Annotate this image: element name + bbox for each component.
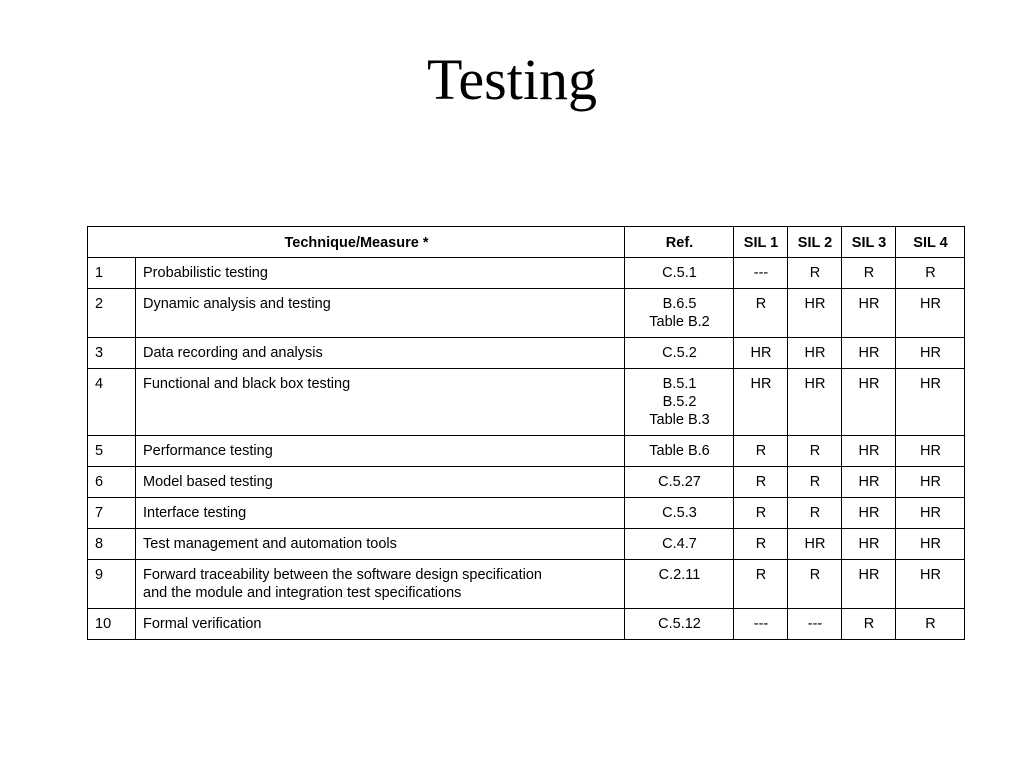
row-number: 7 <box>88 498 136 529</box>
sil2-cell: HR <box>788 529 842 560</box>
sil3-cell: HR <box>842 560 896 609</box>
row-number: 10 <box>88 609 136 640</box>
technique-cell <box>136 609 625 640</box>
sil1-cell: HR <box>734 338 788 369</box>
sil1-cell: R <box>734 289 788 338</box>
table-row <box>88 258 965 289</box>
sil1-cell: --- <box>734 258 788 289</box>
technique-cell <box>136 436 625 467</box>
ref-cell <box>625 289 734 338</box>
sil2-cell: --- <box>788 609 842 640</box>
sil2-cell: R <box>788 498 842 529</box>
technique-cell <box>136 467 625 498</box>
sil2-cell: R <box>788 258 842 289</box>
ref-cell <box>625 258 734 289</box>
header-sil1: SIL 1 <box>734 227 788 258</box>
technique-text: Dynamic analysis and testing <box>143 296 331 312</box>
row-number: 4 <box>88 369 136 436</box>
row-number: 3 <box>88 338 136 369</box>
ref-text: Table B.6 <box>649 443 710 459</box>
sil4-cell: R <box>896 258 965 289</box>
ref-text: C.5.2 <box>662 345 697 361</box>
technique-text: and the module and integration test specifications <box>143 585 462 601</box>
table-row <box>88 338 965 369</box>
technique-text: Probabilistic testing <box>143 265 268 281</box>
row-number: 8 <box>88 529 136 560</box>
sil2-cell: HR <box>788 289 842 338</box>
sil3-cell: HR <box>842 436 896 467</box>
row-number: 1 <box>88 258 136 289</box>
technique-cell <box>136 498 625 529</box>
technique-text: Functional and black box testing <box>143 376 351 392</box>
table-header-row <box>88 227 965 258</box>
ref-text: B.6.5 <box>662 296 697 312</box>
sil4-cell: HR <box>896 467 965 498</box>
sil3-cell: R <box>842 258 896 289</box>
sil1-cell: HR <box>734 369 788 436</box>
sil1-cell: R <box>734 467 788 498</box>
sil2-cell: R <box>788 436 842 467</box>
row-number: 2 <box>88 289 136 338</box>
sil4-cell: HR <box>896 560 965 609</box>
technique-cell <box>136 560 625 609</box>
sil2-cell: R <box>788 560 842 609</box>
ref-cell <box>625 338 734 369</box>
ref-text: B.5.1 <box>662 376 697 392</box>
row-number: 5 <box>88 436 136 467</box>
row-number: 6 <box>88 467 136 498</box>
sil2-cell: HR <box>788 369 842 436</box>
table-row <box>88 467 965 498</box>
sil4-cell: HR <box>896 529 965 560</box>
technique-text: Interface testing <box>143 505 247 521</box>
technique-cell <box>136 258 625 289</box>
sil1-cell: R <box>734 498 788 529</box>
technique-cell <box>136 369 625 436</box>
table-row <box>88 498 965 529</box>
header-sil2: SIL 2 <box>788 227 842 258</box>
sil3-cell: HR <box>842 369 896 436</box>
ref-cell <box>625 609 734 640</box>
sil1-cell: R <box>734 529 788 560</box>
table-row <box>88 369 965 436</box>
technique-cell <box>136 529 625 560</box>
technique-text: Model based testing <box>143 474 273 490</box>
table-row <box>88 609 965 640</box>
sil4-cell: HR <box>896 498 965 529</box>
table-row <box>88 560 965 609</box>
sil3-cell: HR <box>842 498 896 529</box>
ref-text: C.5.1 <box>662 265 697 281</box>
technique-measure-table <box>87 226 965 640</box>
sil1-cell: --- <box>734 609 788 640</box>
ref-text: C.5.12 <box>658 616 701 632</box>
header-sil3: SIL 3 <box>842 227 896 258</box>
sil3-cell: HR <box>842 467 896 498</box>
ref-text: B.5.2 <box>662 394 697 410</box>
ref-cell <box>625 560 734 609</box>
technique-text: Formal verification <box>143 616 262 632</box>
sil3-cell: R <box>842 609 896 640</box>
sil2-cell: HR <box>788 338 842 369</box>
header-sil4: SIL 4 <box>896 227 965 258</box>
sil3-cell: HR <box>842 289 896 338</box>
technique-text: Data recording and analysis <box>143 345 323 361</box>
header-ref: Ref. <box>625 227 734 258</box>
ref-text: Table B.2 <box>649 314 710 330</box>
ref-cell <box>625 369 734 436</box>
technique-text: Forward traceability between the software design specification <box>143 567 542 583</box>
ref-cell <box>625 498 734 529</box>
sil4-cell: HR <box>896 436 965 467</box>
ref-cell <box>625 436 734 467</box>
sil1-cell: R <box>734 560 788 609</box>
slide-title: Testing <box>427 47 597 112</box>
ref-text: C.4.7 <box>662 536 697 552</box>
row-number: 9 <box>88 560 136 609</box>
ref-text: C.5.27 <box>658 474 701 490</box>
table-row <box>88 529 965 560</box>
table-row <box>88 436 965 467</box>
sil4-cell: R <box>896 609 965 640</box>
technique-cell <box>136 289 625 338</box>
ref-cell <box>625 529 734 560</box>
sil2-cell: R <box>788 467 842 498</box>
sil4-cell: HR <box>896 338 965 369</box>
sil3-cell: HR <box>842 338 896 369</box>
ref-text: C.2.11 <box>658 567 701 583</box>
sil1-cell: R <box>734 436 788 467</box>
header-technique: Technique/Measure * <box>88 227 625 258</box>
sil3-cell: HR <box>842 529 896 560</box>
ref-text: C.5.3 <box>662 505 697 521</box>
ref-cell <box>625 467 734 498</box>
ref-text: Table B.3 <box>649 412 710 428</box>
table-row <box>88 289 965 338</box>
sil4-cell: HR <box>896 289 965 338</box>
technique-text: Test management and automation tools <box>143 536 397 552</box>
sil4-cell: HR <box>896 369 965 436</box>
technique-text: Performance testing <box>143 443 273 459</box>
technique-cell <box>136 338 625 369</box>
